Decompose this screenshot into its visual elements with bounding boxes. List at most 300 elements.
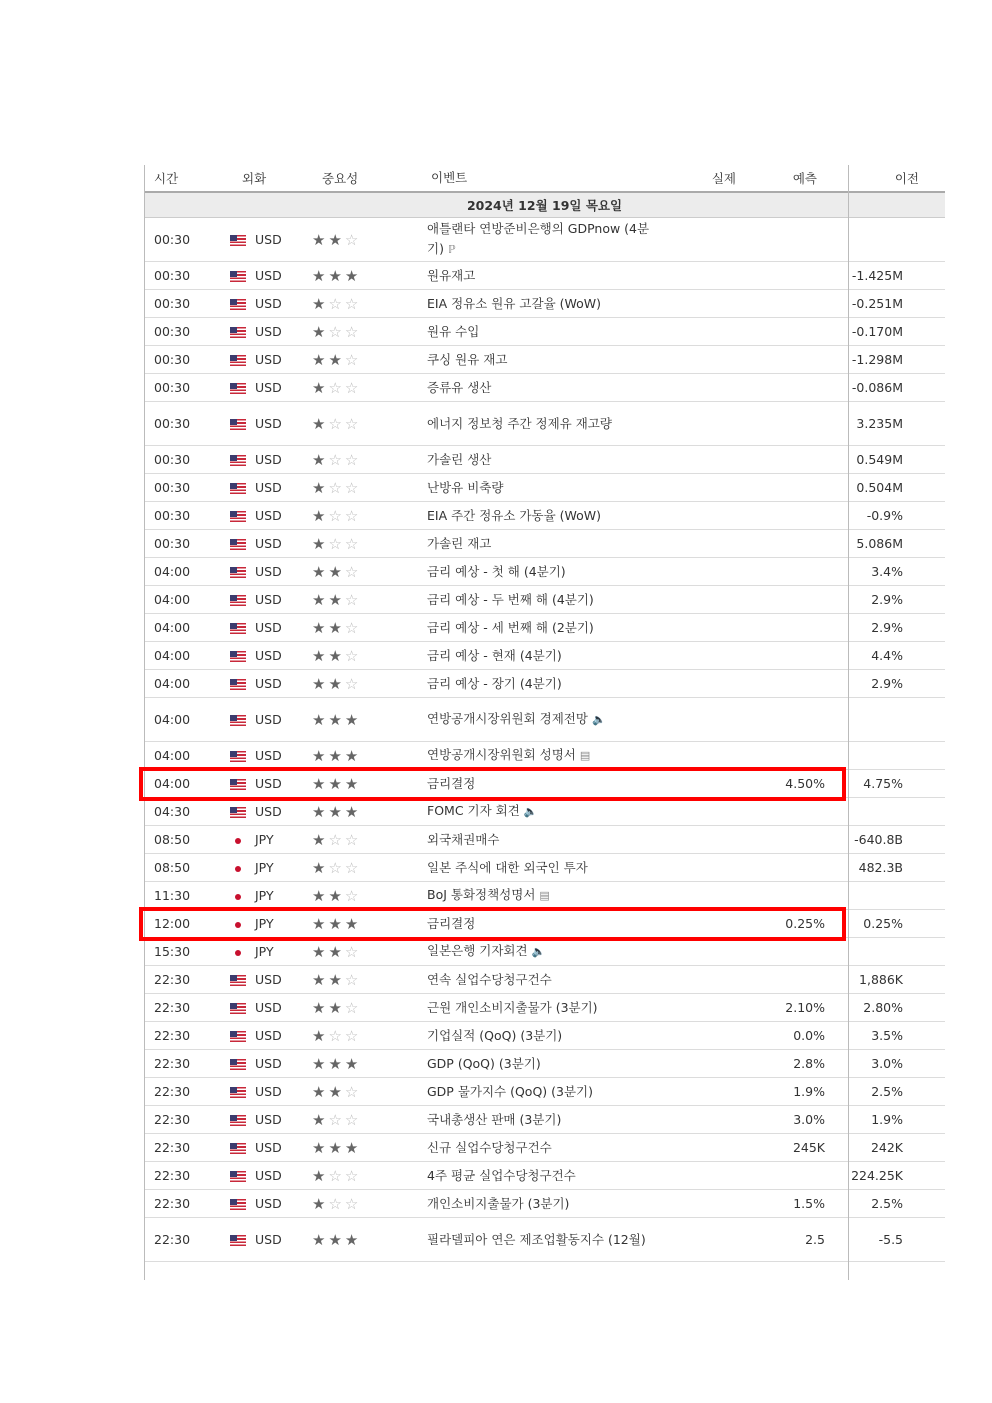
star-filled-icon: ★	[328, 1082, 345, 1101]
previous-value: -0.086M	[825, 374, 945, 402]
event-time: 22:30	[144, 1190, 230, 1218]
actual-value	[676, 346, 742, 374]
currency-cell	[230, 966, 312, 994]
document-icon[interactable]: ▤	[579, 749, 591, 762]
previous-value: 1.9%	[825, 1106, 945, 1134]
star-filled-icon: ★	[312, 858, 329, 877]
previous-value: 224.25K	[825, 1162, 945, 1190]
event-name[interactable]: 애틀랜타 연방준비은행의 GDPnow (4분기)	[427, 221, 650, 256]
event-name[interactable]: 금리 예상 - 첫 해 (4분기)	[427, 563, 566, 579]
currency-code: USD	[255, 480, 282, 495]
star-filled-icon: ★	[312, 534, 329, 553]
importance-stars	[312, 614, 417, 642]
previous-value: 2.9%	[825, 586, 945, 614]
star-filled-icon: ★	[312, 322, 329, 341]
currency-code: USD	[255, 232, 282, 247]
event-cell[interactable]	[417, 290, 676, 318]
event-time: 00:30	[144, 530, 230, 558]
actual-value	[676, 1050, 742, 1078]
table-row[interactable]	[144, 994, 945, 1022]
importance-stars	[312, 402, 417, 446]
event-cell[interactable]	[417, 502, 676, 530]
currency-cell	[230, 1106, 312, 1134]
actual-value	[676, 966, 742, 994]
forecast-value: 4.50%	[742, 770, 825, 798]
event-cell[interactable]	[417, 474, 676, 502]
importance-stars	[312, 798, 417, 826]
currency-cell	[230, 558, 312, 586]
importance-stars	[312, 502, 417, 530]
event-cell[interactable]	[417, 938, 676, 966]
currency-cell	[230, 1218, 312, 1262]
event-cell[interactable]	[417, 218, 676, 262]
us-flag-icon	[230, 455, 246, 466]
currency-cell	[230, 446, 312, 474]
jp-flag-icon	[230, 947, 246, 958]
event-cell[interactable]	[417, 1050, 676, 1078]
event-name[interactable]: 에너지 정보청 주간 정제유 재고량	[427, 415, 612, 431]
event-cell[interactable]	[417, 1162, 676, 1190]
us-flag-icon	[230, 1143, 246, 1154]
table-row[interactable]	[144, 614, 945, 642]
event-name[interactable]: 일본은행 기자회견	[427, 943, 528, 958]
star-filled-icon: ★	[312, 350, 329, 369]
event-name[interactable]: 개인소비지출물가 (3분기)	[427, 1195, 570, 1211]
event-cell[interactable]	[417, 854, 676, 882]
forecast-value	[742, 346, 825, 374]
star-empty-icon: ☆	[344, 350, 362, 369]
previous-value: 2.9%	[825, 670, 945, 698]
event-time: 00:30	[144, 474, 230, 502]
event-name[interactable]: 금리 예상 - 세 번째 해 (2분기)	[427, 619, 594, 635]
star-filled-icon: ★	[312, 618, 329, 637]
star-filled-icon: ★	[312, 710, 329, 729]
importance-stars	[312, 966, 417, 994]
table-row[interactable]	[144, 346, 945, 374]
previous-value: 3.5%	[825, 1022, 945, 1050]
forecast-value	[742, 558, 825, 586]
table-row[interactable]	[144, 402, 945, 446]
currency-code: USD	[255, 416, 282, 431]
event-name[interactable]: GDP 물가지수 (QoQ) (3분기)	[427, 1083, 594, 1099]
star-empty-icon: ☆	[344, 590, 362, 609]
importance-stars	[312, 1022, 417, 1050]
event-cell[interactable]	[417, 558, 676, 586]
event-cell[interactable]	[417, 1106, 676, 1134]
event-name[interactable]: EIA 주간 정유소 가동율 (WoW)	[427, 507, 602, 523]
star-filled-icon: ★	[328, 970, 345, 989]
table-row[interactable]	[144, 642, 945, 670]
forecast-value	[742, 966, 825, 994]
star-empty-icon: ☆	[344, 414, 362, 433]
actual-value	[676, 530, 742, 558]
actual-value	[676, 698, 742, 742]
previous-value: 0.25%	[825, 910, 945, 938]
event-time: 00:30	[144, 502, 230, 530]
event-time: 15:30	[144, 938, 230, 966]
jp-flag-icon	[230, 835, 246, 846]
previous-value: 4.4%	[825, 642, 945, 670]
event-time: 04:00	[144, 642, 230, 670]
star-filled-icon: ★	[312, 1166, 329, 1185]
event-name[interactable]: 금리 예상 - 두 번째 해 (4분기)	[427, 591, 594, 607]
table-row[interactable]	[144, 1190, 945, 1218]
us-flag-icon	[230, 355, 246, 366]
us-flag-icon	[230, 595, 246, 606]
header-forecast[interactable]: 예측	[742, 165, 825, 192]
table-row[interactable]	[144, 290, 945, 318]
forecast-value	[742, 1162, 825, 1190]
speaker-icon[interactable]: 🔈	[591, 713, 606, 726]
importance-stars	[312, 1218, 417, 1262]
event-time: 00:30	[144, 446, 230, 474]
previous-value: -0.9%	[825, 502, 945, 530]
us-flag-icon	[230, 299, 246, 310]
table-row[interactable]	[144, 218, 945, 262]
forecast-value	[742, 474, 825, 502]
event-time: 22:30	[144, 966, 230, 994]
event-time: 11:30	[144, 882, 230, 910]
forecast-value: 1.5%	[742, 1190, 825, 1218]
event-name[interactable]: 금리결정	[427, 915, 476, 931]
header-time[interactable]: 시간	[144, 165, 230, 192]
star-filled-icon: ★	[344, 774, 362, 793]
star-filled-icon: ★	[328, 674, 345, 693]
table-row[interactable]	[144, 670, 945, 698]
importance-stars	[312, 1106, 417, 1134]
star-empty-icon: ☆	[344, 1166, 362, 1185]
highlight-box	[139, 907, 846, 941]
star-filled-icon: ★	[328, 1054, 345, 1073]
forecast-value: 0.0%	[742, 1022, 825, 1050]
star-empty-icon: ☆	[328, 1166, 345, 1185]
star-filled-icon: ★	[312, 1110, 329, 1129]
importance-stars	[312, 698, 417, 742]
importance-stars	[312, 374, 417, 402]
currency-cell	[230, 290, 312, 318]
table-row[interactable]	[144, 966, 945, 994]
event-cell[interactable]	[417, 262, 676, 290]
event-name[interactable]: 일본 주식에 대한 외국인 투자	[427, 859, 588, 875]
currency-code: USD	[255, 1028, 282, 1043]
star-empty-icon: ☆	[328, 534, 345, 553]
star-filled-icon: ★	[312, 998, 329, 1017]
event-cell[interactable]	[417, 966, 676, 994]
event-name[interactable]: 가솔린 생산	[427, 451, 492, 467]
actual-value	[676, 614, 742, 642]
forecast-value	[742, 826, 825, 854]
forecast-value: 2.5	[742, 1218, 825, 1262]
event-cell[interactable]	[417, 670, 676, 698]
event-time: 04:00	[144, 558, 230, 586]
event-cell[interactable]	[417, 586, 676, 614]
event-time: 22:30	[144, 1106, 230, 1134]
event-name[interactable]: 금리 예상 - 현재 (4분기)	[427, 647, 562, 663]
table-row[interactable]	[144, 938, 945, 966]
event-name[interactable]: 외국채권매수	[427, 831, 500, 847]
table-row[interactable]	[144, 882, 945, 910]
importance-stars	[312, 1162, 417, 1190]
us-flag-icon	[230, 419, 246, 430]
actual-value	[676, 1078, 742, 1106]
event-time: 22:30	[144, 994, 230, 1022]
currency-code: JPY	[255, 916, 274, 931]
star-empty-icon: ☆	[344, 646, 362, 665]
event-name[interactable]: 원유재고	[427, 267, 476, 283]
table-row[interactable]	[144, 374, 945, 402]
table-row[interactable]	[144, 798, 945, 826]
event-cell[interactable]	[417, 530, 676, 558]
event-cell[interactable]	[417, 742, 676, 770]
table-row[interactable]	[144, 502, 945, 530]
star-empty-icon: ☆	[344, 618, 362, 637]
event-cell[interactable]	[417, 614, 676, 642]
star-empty-icon: ☆	[328, 1194, 345, 1213]
event-name[interactable]: 원유 수입	[427, 323, 480, 339]
event-name[interactable]: 난방유 비축량	[427, 479, 504, 495]
currency-code: USD	[255, 972, 282, 987]
previous-value: -1.425M	[825, 262, 945, 290]
importance-stars	[312, 1078, 417, 1106]
star-empty-icon: ☆	[344, 230, 362, 249]
table-row[interactable]	[144, 474, 945, 502]
star-empty-icon: ☆	[328, 506, 345, 525]
event-name[interactable]: 금리결정	[427, 775, 476, 791]
forecast-value: 1.9%	[742, 1078, 825, 1106]
us-flag-icon	[230, 1059, 246, 1070]
forecast-value: 245K	[742, 1134, 825, 1162]
event-name[interactable]: EIA 정유소 원유 고갈율 (WoW)	[427, 295, 602, 311]
forecast-value	[742, 586, 825, 614]
event-cell[interactable]	[417, 798, 676, 826]
actual-value	[676, 586, 742, 614]
importance-stars	[312, 586, 417, 614]
event-time: 04:00	[144, 698, 230, 742]
forecast-value	[742, 530, 825, 558]
actual-value	[676, 1218, 742, 1262]
currency-code: USD	[255, 592, 282, 607]
star-empty-icon: ☆	[344, 478, 362, 497]
currency-cell	[230, 938, 312, 966]
us-flag-icon	[230, 383, 246, 394]
table-row[interactable]	[144, 530, 945, 558]
table-row[interactable]	[144, 1022, 945, 1050]
event-time: 00:30	[144, 346, 230, 374]
currency-cell	[230, 1022, 312, 1050]
importance-stars	[312, 446, 417, 474]
event-cell[interactable]	[417, 1078, 676, 1106]
currency-code: JPY	[255, 944, 274, 959]
star-filled-icon: ★	[328, 230, 345, 249]
currency-code: USD	[255, 620, 282, 635]
star-filled-icon: ★	[312, 802, 329, 821]
event-cell[interactable]	[417, 882, 676, 910]
event-time: 22:30	[144, 1134, 230, 1162]
currency-cell	[230, 1134, 312, 1162]
table-row[interactable]	[144, 742, 945, 770]
currency-cell	[230, 670, 312, 698]
currency-code: JPY	[255, 888, 274, 903]
header-actual[interactable]: 실제	[676, 165, 742, 192]
event-cell[interactable]	[417, 1218, 676, 1262]
speaker-icon[interactable]: 🔈	[523, 805, 538, 818]
star-filled-icon: ★	[312, 942, 329, 961]
previous-value: 2.5%	[825, 1078, 945, 1106]
event-name[interactable]: 기업실적 (QoQ) (3분기)	[427, 1027, 563, 1043]
event-cell[interactable]	[417, 1134, 676, 1162]
currency-code: USD	[255, 324, 282, 339]
star-filled-icon: ★	[312, 914, 329, 933]
event-time: 04:30	[144, 798, 230, 826]
forecast-value	[742, 374, 825, 402]
event-cell[interactable]	[417, 698, 676, 742]
table-row[interactable]	[144, 558, 945, 586]
star-empty-icon: ☆	[344, 1026, 362, 1045]
forecast-value	[742, 670, 825, 698]
star-filled-icon: ★	[328, 802, 345, 821]
event-name[interactable]: FOMC 기자 회견	[427, 803, 520, 818]
event-time: 08:50	[144, 826, 230, 854]
event-cell[interactable]	[417, 826, 676, 854]
table-row[interactable]	[144, 826, 945, 854]
star-filled-icon: ★	[328, 350, 345, 369]
previous-value: 3.4%	[825, 558, 945, 586]
currency-cell	[230, 502, 312, 530]
forecast-value	[742, 262, 825, 290]
event-time: 22:30	[144, 1078, 230, 1106]
table-row[interactable]	[144, 1162, 945, 1190]
event-name[interactable]: 연방공개시장위원회 경제전망	[427, 711, 588, 726]
star-filled-icon: ★	[328, 646, 345, 665]
table-row[interactable]	[144, 586, 945, 614]
us-flag-icon	[230, 651, 246, 662]
event-name[interactable]: 근원 개인소비지출물가 (3분기)	[427, 999, 598, 1015]
header-currency[interactable]: 외화	[230, 165, 312, 192]
preliminary-p-icon[interactable]: ℙ	[447, 243, 456, 256]
star-filled-icon: ★	[328, 618, 345, 637]
event-time: 22:30	[144, 1050, 230, 1078]
event-time: 04:00	[144, 670, 230, 698]
event-cell[interactable]	[417, 642, 676, 670]
speaker-icon[interactable]: 🔈	[531, 945, 546, 958]
star-filled-icon: ★	[328, 942, 345, 961]
previous-value: 4.75%	[825, 770, 945, 798]
star-filled-icon: ★	[344, 1230, 362, 1249]
table-left-border	[144, 165, 145, 1280]
star-filled-icon: ★	[312, 1138, 329, 1157]
currency-cell	[230, 262, 312, 290]
table-row[interactable]	[144, 262, 945, 290]
importance-stars	[312, 742, 417, 770]
event-name[interactable]: BoJ 통화정책성명서	[427, 887, 536, 902]
event-name[interactable]: 쿠싱 원유 재고	[427, 351, 508, 367]
star-empty-icon: ☆	[344, 886, 362, 905]
currency-code: USD	[255, 508, 282, 523]
currency-cell	[230, 798, 312, 826]
event-cell[interactable]	[417, 446, 676, 474]
event-name[interactable]: 증류유 생산	[427, 379, 492, 395]
star-empty-icon: ☆	[344, 378, 362, 397]
table-row[interactable]	[144, 1078, 945, 1106]
header-importance[interactable]: 중요성	[312, 165, 417, 192]
actual-value	[676, 798, 742, 826]
star-filled-icon: ★	[312, 450, 329, 469]
currency-code: USD	[255, 648, 282, 663]
currency-code: USD	[255, 1168, 282, 1183]
table-row[interactable]	[144, 698, 945, 742]
event-cell[interactable]	[417, 1190, 676, 1218]
event-name[interactable]: 가솔린 재고	[427, 535, 492, 551]
currency-code: USD	[255, 748, 282, 763]
table-row[interactable]	[144, 1106, 945, 1134]
actual-value	[676, 218, 742, 262]
previous-value	[825, 882, 945, 910]
currency-code: USD	[255, 1140, 282, 1155]
event-time: 04:00	[144, 614, 230, 642]
previous-value	[825, 798, 945, 826]
event-name[interactable]: 신규 실업수당청구건수	[427, 1139, 552, 1155]
star-filled-icon: ★	[344, 1138, 362, 1157]
star-empty-icon: ☆	[328, 858, 345, 877]
importance-stars	[312, 1050, 417, 1078]
event-cell[interactable]	[417, 1022, 676, 1050]
star-empty-icon: ☆	[344, 1082, 362, 1101]
star-empty-icon: ☆	[344, 970, 362, 989]
currency-cell	[230, 402, 312, 446]
star-filled-icon: ★	[328, 1230, 345, 1249]
currency-cell	[230, 614, 312, 642]
event-name[interactable]: 연방공개시장위원회 성명서	[427, 747, 576, 762]
table-row[interactable]	[144, 446, 945, 474]
header-previous[interactable]: 이전	[825, 165, 945, 192]
actual-value	[676, 670, 742, 698]
event-name[interactable]: GDP (QoQ) (3분기)	[427, 1055, 541, 1071]
event-cell[interactable]	[417, 374, 676, 402]
previous-value: 0.549M	[825, 446, 945, 474]
forecast-value: 2.8%	[742, 1050, 825, 1078]
star-filled-icon: ★	[312, 1230, 329, 1249]
previous-value	[825, 218, 945, 262]
us-flag-icon	[230, 483, 246, 494]
table-row[interactable]	[144, 854, 945, 882]
table-row[interactable]	[144, 1050, 945, 1078]
table-row[interactable]	[144, 1134, 945, 1162]
event-name[interactable]: 연속 실업수당청구건수	[427, 971, 552, 987]
currency-cell	[230, 1190, 312, 1218]
event-name[interactable]: 필라델피아 연은 제조업활동지수 (12월)	[427, 1231, 646, 1247]
event-name[interactable]: 금리 예상 - 장기 (4분기)	[427, 675, 562, 691]
star-empty-icon: ☆	[344, 1110, 362, 1129]
currency-code: USD	[255, 1232, 282, 1247]
event-cell[interactable]	[417, 318, 676, 346]
table-row[interactable]	[144, 1218, 945, 1262]
currency-code: USD	[255, 712, 282, 727]
star-filled-icon: ★	[344, 266, 362, 285]
star-empty-icon: ☆	[344, 322, 362, 341]
header-event[interactable]: 이벤트	[417, 165, 676, 192]
star-filled-icon: ★	[328, 998, 345, 1017]
event-name[interactable]: 4주 평균 실업수당청구건수	[427, 1167, 576, 1183]
us-flag-icon	[230, 1199, 246, 1210]
event-cell[interactable]	[417, 346, 676, 374]
event-cell[interactable]	[417, 994, 676, 1022]
document-icon[interactable]: ▤	[539, 889, 550, 902]
event-cell[interactable]	[417, 402, 676, 446]
table-row[interactable]	[144, 318, 945, 346]
importance-stars	[312, 854, 417, 882]
importance-stars	[312, 218, 417, 262]
event-name[interactable]: 국내총생산 판매 (3분기)	[427, 1111, 562, 1127]
